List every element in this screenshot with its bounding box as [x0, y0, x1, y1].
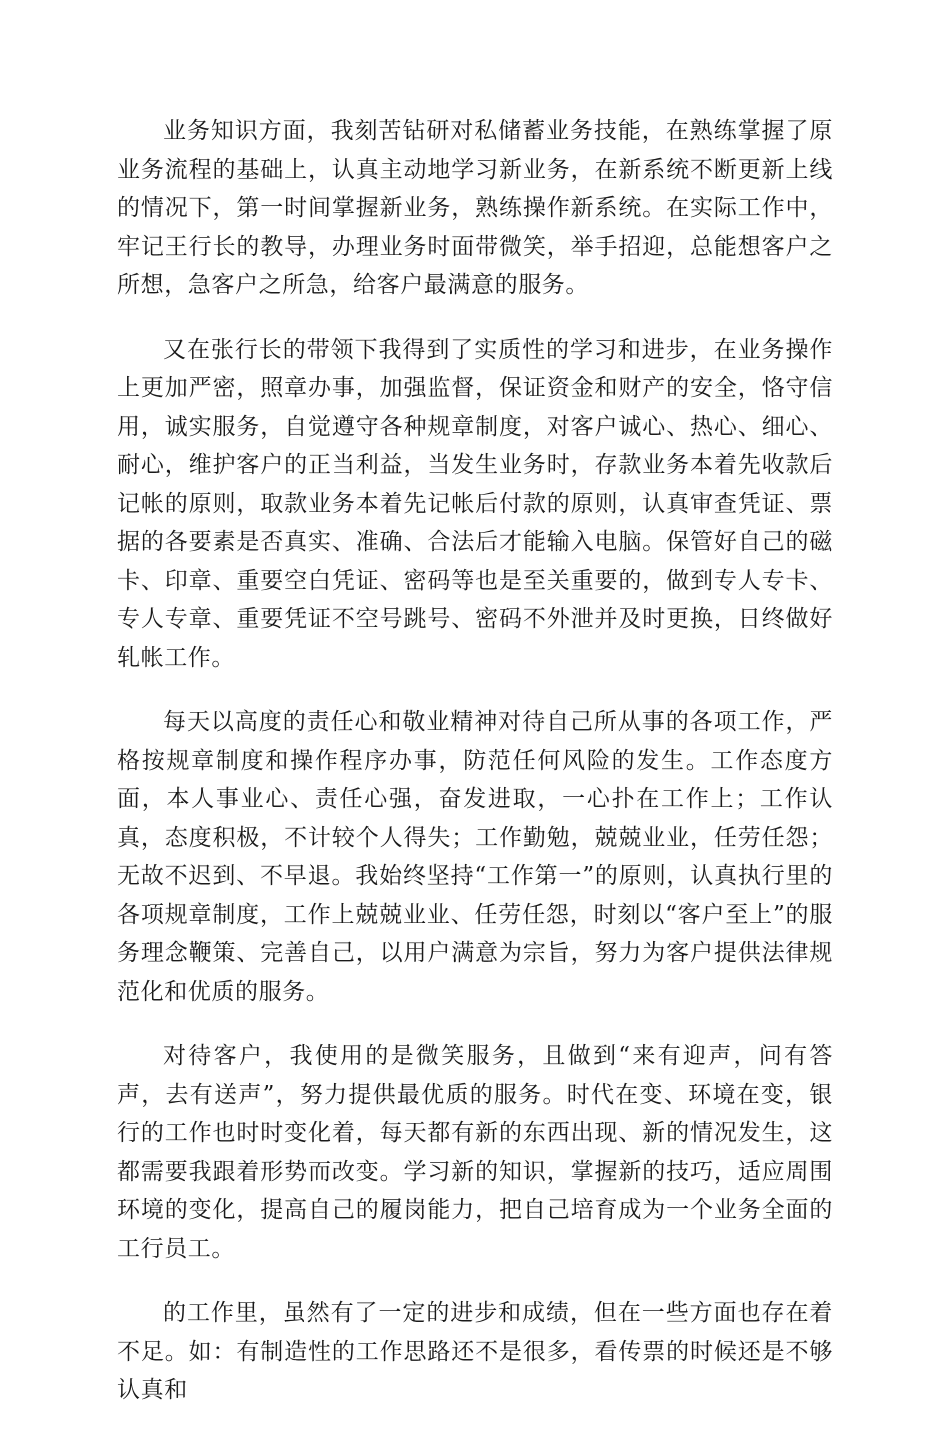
- paragraph-customer-service: 对待客户，我使用的是微笑服务，且做到“来有迎声，问有答声，去有送声”，努力提供最优质的服务。时代在变、环境在变，银行的工作也时时变化着，每天都有新的东西出现、新的情况发生，这都需要我跟着形势而改变。学习新的知识，掌握新的技巧，适应周围环境的变化，提高自己的履岗能力，把自己培育成为一个业务全面的工行员工。: [117, 1043, 833, 1262]
- paragraph-operation-practice: 又在张行长的带领下我得到了实质性的学习和进步，在业务操作上更加严密，照章办事，加强监督，保证资金和财产的安全，恪守信用，诚实服务，自觉遵守各种规章制度，对客户诚心、热心、细心、耐心，维护客户的正当利益，当发生业务时，存款业务本着先收款后记帐的原则，取款业务本着先记帐后付款的原则，认真审查凭证、票据的各要素是否真实、准确、合法后才能输入电脑。保管好自己的磁卡、印章、重要空白凭证、密码等也是至关重要的，做到专人专卡、专人专章、重要凭证不空号跳号、密码不外泄并及时更换，日终做好轧帐工作。: [117, 336, 833, 671]
- paragraph-work-attitude: 每天以高度的责任心和敬业精神对待自己所从事的各项工作，严格按规章制度和操作程序办事，防范任何风险的发生。工作态度方面，本人事业心、责任心强，奋发进取，一心扑在工作上；工作认真，态度积极，不计较个人得失；工作勤勉，兢兢业业，任劳任怨；无故不迟到、不早退。我始终坚持“工作第一”的原则，认真执行里的各项规章制度，工作上兢兢业业、任劳任怨，时刻以“客户至上”的服务理念鞭策、完善自己，以用户满意为宗旨，努力为客户提供法律规范化和优质的服务。: [117, 709, 833, 1005]
- document-body: [117, 112, 833, 1436]
- paragraph-shortcomings: 的工作里，虽然有了一定的进步和成绩，但在一些方面也存在着不足。如：有制造性的工作思路还不是很多，看传票的时候还是不够认真和: [117, 1300, 833, 1403]
- paragraph-business-knowledge: 业务知识方面，我刻苦钻研对私储蓄业务技能，在熟练掌握了原业务流程的基础上，认真主动地学习新业务，在新系统不断更新上线的情况下，第一时间掌握新业务，熟练操作新系统。在实际工作中，牢记王行长的教导，办理业务时面带微笑，举手招迎，总能想客户之所想，急客户之所急，给客户最满意的服务。: [117, 118, 833, 298]
